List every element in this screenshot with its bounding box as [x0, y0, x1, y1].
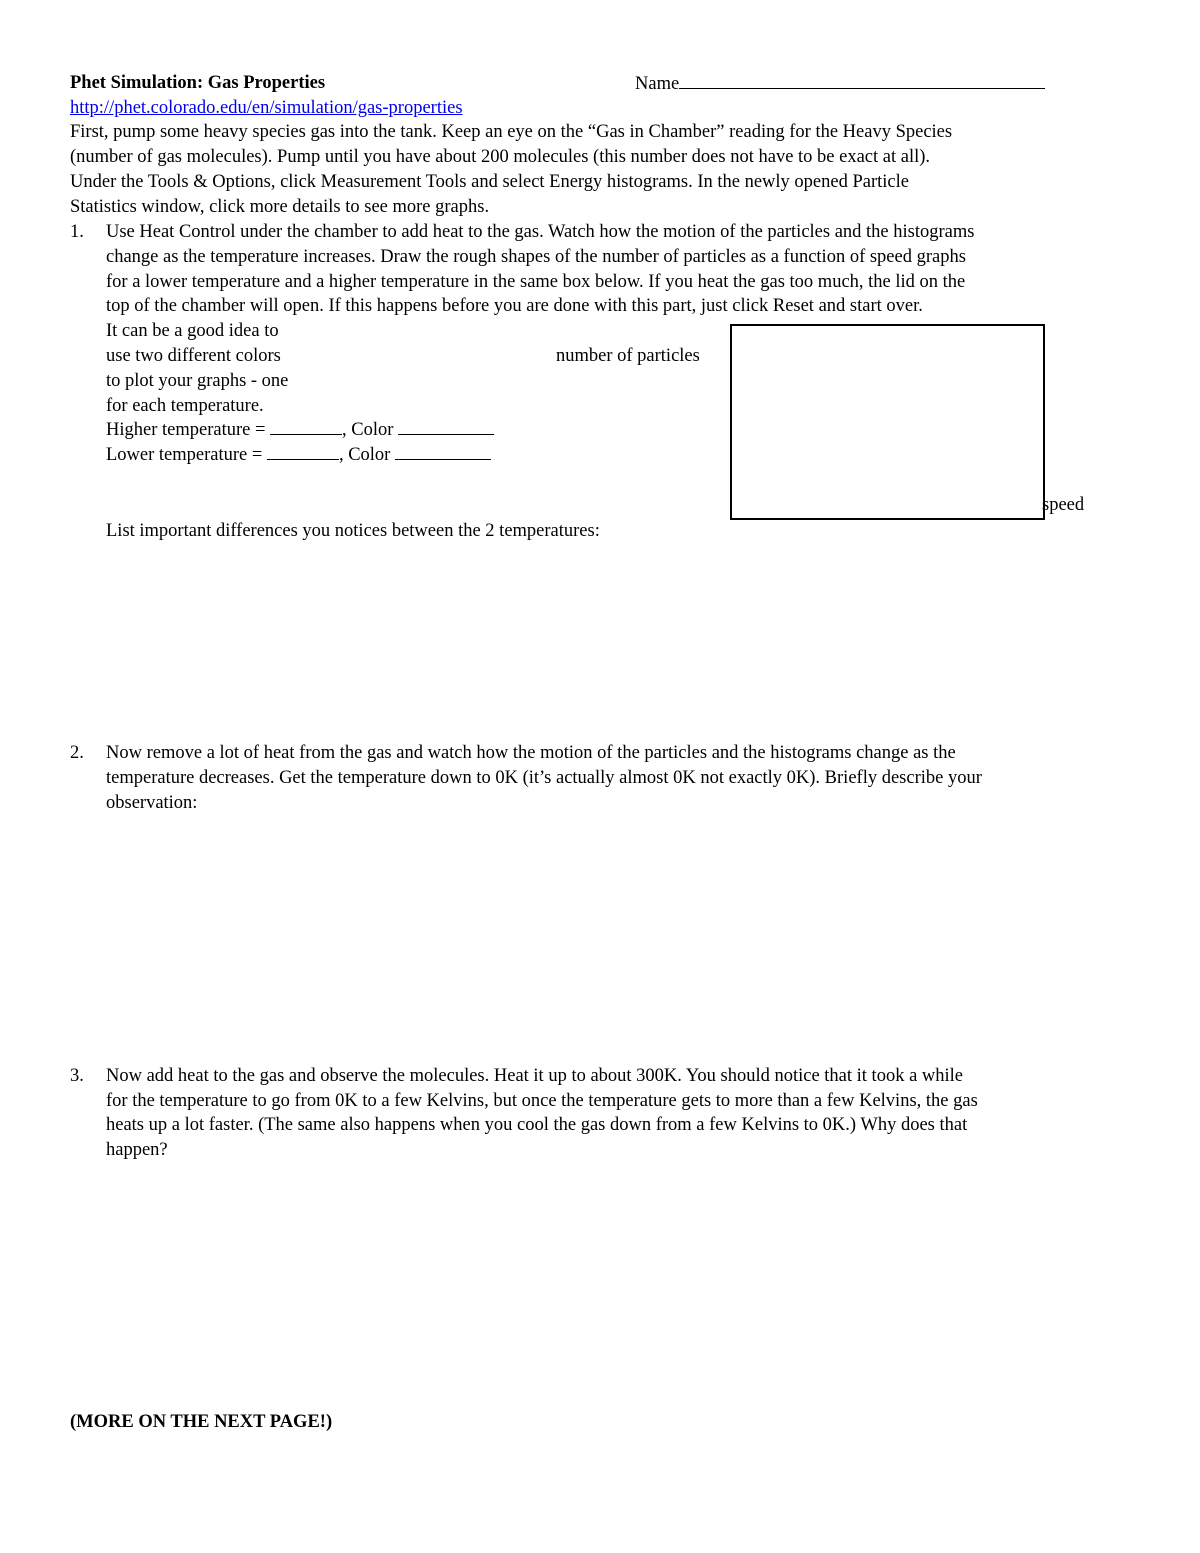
q1-tip-line: use two different colors: [106, 346, 281, 366]
q3-number: 3.: [70, 1066, 84, 1086]
name-field[interactable]: [635, 71, 1045, 97]
name-label: Name: [635, 74, 680, 94]
q1-line: change as the temperature increases. Draw the rough shapes of the number of particles as a function of speed graphs: [106, 247, 966, 267]
q3-line: Now add heat to the gas and observe the molecules. Heat it up to about 300K. You should notice that it took a while: [106, 1066, 964, 1086]
page-title: Phet Simulation: Gas Properties: [70, 73, 326, 93]
lower-color-blank[interactable]: [395, 443, 491, 460]
intro-line: Under the Tools & Options, click Measurement Tools and select Energy histograms. In the newly opened Particle: [70, 172, 909, 192]
q1-tip-line: for each temperature.: [106, 396, 264, 416]
lower-temperature-blank[interactable]: [267, 443, 339, 460]
q3-line: for the temperature to go from 0K to a few Kelvins, but once the temperature gets to more than a few Kelvins, the gas: [106, 1091, 978, 1111]
q1-number: 1.: [70, 222, 84, 242]
simulation-link[interactable]: http://phet.colorado.edu/en/simulation/gas-properties: [70, 98, 463, 118]
q2-line: temperature decreases. Get the temperature down to 0K (it’s actually almost 0K not exactly 0K). Briefly describe your: [106, 768, 982, 788]
q1-tip-line: to plot your graphs - one: [106, 371, 289, 391]
higher-temperature-row: [106, 418, 494, 443]
intro-line: First, pump some heavy species gas into the tank. Keep an eye on the “Gas in Chamber” reading for the Heavy Species: [70, 122, 953, 142]
graph-drawing-box[interactable]: [730, 324, 1045, 520]
higher-temperature-blank[interactable]: [270, 418, 342, 435]
higher-color-label: , Color: [342, 420, 394, 440]
q3-line: heats up a lot faster. (The same also happens when you cool the gas down from a few Kelvins to 0K.) Why does that: [106, 1115, 968, 1135]
next-page-note: (MORE ON THE NEXT PAGE!): [70, 1412, 333, 1432]
lower-color-label: , Color: [338, 445, 391, 465]
lower-temperature-row: [106, 443, 491, 468]
intro-line: (number of gas molecules). Pump until you have about 200 molecules (this number does not have to be exact at all).: [70, 147, 931, 167]
x-axis-label: speed: [1042, 495, 1085, 515]
q2-line: observation:: [106, 793, 198, 813]
q1-line: for a lower temperature and a higher temperature in the same box below. If you heat the gas too much, the lid on the: [106, 272, 966, 292]
differences-prompt: List important differences you notices between the 2 temperatures:: [106, 521, 600, 541]
higher-temperature-label: Higher temperature =: [106, 420, 266, 440]
q2-number: 2.: [70, 743, 84, 763]
q1-tip-line: It can be a good idea to: [106, 321, 279, 341]
q2-line: Now remove a lot of heat from the gas and watch how the motion of the particles and the histograms change as the: [106, 743, 956, 763]
intro-line: Statistics window, click more details to see more graphs.: [70, 197, 490, 217]
q3-line: happen?: [106, 1140, 168, 1160]
q1-line: Use Heat Control under the chamber to add heat to the gas. Watch how the motion of the particles and the histograms: [106, 222, 975, 242]
lower-temperature-label: Lower temperature =: [106, 445, 263, 465]
name-blank[interactable]: [679, 71, 1045, 89]
higher-color-blank[interactable]: [398, 418, 494, 435]
q1-line: top of the chamber will open. If this happens before you are done with this part, just click Reset and start over.: [106, 296, 923, 316]
y-axis-label: number of particles: [556, 346, 700, 366]
